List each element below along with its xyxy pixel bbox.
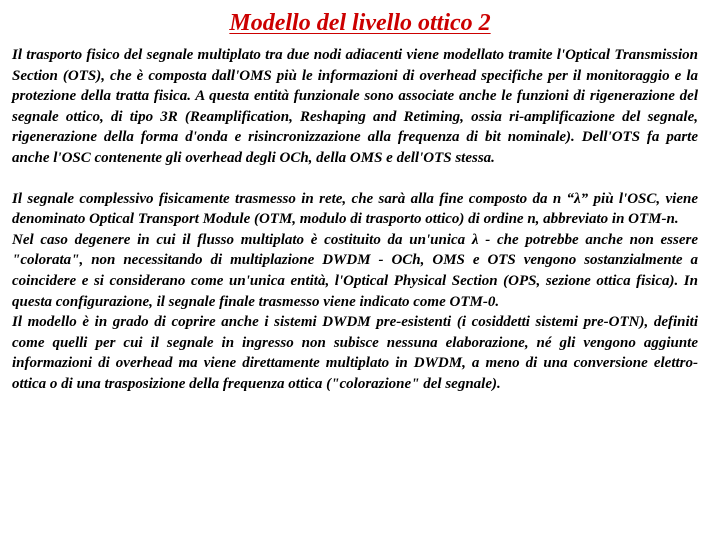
slide-body bbox=[12, 45, 698, 395]
paragraph-ops: Nel caso degenere in cui il flusso multiplato è costituito da un'unica λ - che potrebbe anche non essere "colorata", non necessitando di multiplazione DWDM - OCh, OMS e OTS vengono sostanzialmente a coincidere e si considerano come un'unica entità, l'Optical Physical Section (OPS, sezione ottica fisica). In questa configurazione, il segnale finale trasmesso viene indicato come OTM-0. bbox=[12, 231, 698, 310]
paragraph-pre-otn: Il modello è in grado di coprire anche i sistemi DWDM pre-esistenti (i cosiddetti sistemi pre-OTN), definiti come quelli per cui il segnale in ingresso non subisce nessuna elaborazione, né gli vengono aggiunte informazioni di overhead ma viene direttamente multiplato in DWDM, a meno di una conversione elettro-ottica o di una trasposizione della frequenza ottica ("colorazione" del segnale). bbox=[12, 314, 698, 392]
paragraph-ots: Il trasporto fisico del segnale multiplato tra due nodi adiacenti viene modellato tramite l'Optical Transmission Section (OTS), che è composta dall'OMS più le informazioni di overhead specifiche per il monitoraggio e la protezione della tratta fisica. A questa entità funzionale sono associate anche le funzioni di rigenerazione del segnale ottico, di tipo 3R (Reamplification, Reshaping and Retiming, ossia ri-amplificazione del segnale, rigenerazione della forma d'onda e risincronizzazione alla frequenza di bit nominale). Dell'OTS fa parte anche l'OSC contenente gli overhead degli OCh, della OMS e dell'OTS stessa. bbox=[12, 47, 698, 166]
slide-title: Modello del livello ottico 2 bbox=[229, 10, 491, 36]
paragraph-otm: Il segnale complessivo fisicamente trasmesso in rete, che sarà alla fine composto da n “λ” più l'OSC, viene denominato Optical Transport Module (OTM, modulo di trasporto ottico) di ordine n, abbreviato in OTM-n. bbox=[12, 190, 698, 228]
paragraph-spacer bbox=[12, 169, 698, 189]
